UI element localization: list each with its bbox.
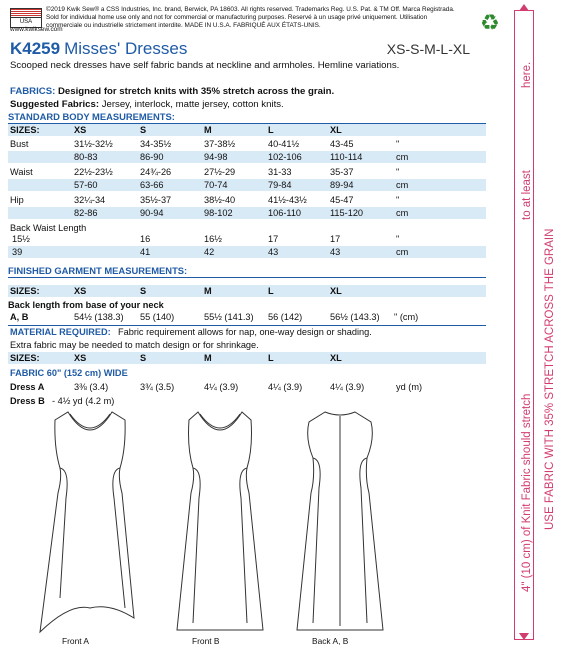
finished-sizes-row: SIZES: XS S M L XL bbox=[8, 285, 486, 297]
front-a-illustration bbox=[30, 408, 150, 636]
finished-title: Back length from base of your neck bbox=[8, 300, 164, 310]
usa-badge: USA bbox=[10, 8, 42, 28]
material-heading: MATERIAL REQUIRED: Fabric requirement allows for nap, one-way design or shading. bbox=[10, 327, 372, 337]
flag-icon bbox=[11, 9, 41, 18]
bust-cm-row: 80-83 86-90 94-98 102-106 110-114 cm bbox=[8, 151, 486, 163]
arrow-up-icon bbox=[519, 4, 529, 11]
gauge-outer-text: USE FABRIC WITH 35% STRETCH ACROSS THE GRAIN bbox=[544, 228, 556, 530]
finished-heading: FINISHED GARMENT MEASUREMENTS: bbox=[8, 265, 188, 276]
material-sizes-row: SIZES: XS S M L XL bbox=[8, 352, 486, 364]
pattern-name: Misses' Dresses bbox=[64, 39, 188, 58]
size-range: XS-S-M-L-XL bbox=[386, 41, 470, 57]
description: Scooped neck dresses have self fabric bands at neckline and armholes. Hemline variations. bbox=[10, 60, 400, 71]
recycle-icon: ♻ bbox=[480, 10, 500, 35]
pattern-number: K4259 bbox=[10, 39, 61, 58]
legal-text: ©2019 Kwik Sew® a CSS Industries, Inc. brand, Berwick, PA 18603. All rights reserved. Trademarks Reg. U.S. Pat. & TM Off. Marca Registrada. Sold for individual home use only and not for commercial or manufacturing purposes. Reservé à un usage privé uniquement. Utilisation commerciale ou industrielle strictement interdite. MADE IN U.S.A. FABRIQUÉ AUX ÉTATS-UNIS. bbox=[46, 6, 455, 29]
sizes-row: SIZES: XS S M L XL bbox=[8, 124, 486, 136]
back-waist-label-row: Back Waist Length bbox=[10, 223, 87, 233]
arrow-down-icon bbox=[519, 633, 529, 640]
dress-b-row: Dress B - 4½ yd (4.2 m) bbox=[10, 396, 115, 406]
hip-row: Hip 32¼-34 35½-37 38½-40 41½-43½ 45-47 " bbox=[10, 195, 400, 205]
stretch-gauge bbox=[508, 4, 560, 650]
gauge-middle-text: to at least bbox=[521, 170, 533, 220]
caption-front-b: Front B bbox=[192, 636, 220, 646]
bust-row: Bust 31½-32½ 34-35½ 37-38½ 40-41½ 43-45 " bbox=[10, 139, 400, 149]
front-b-illustration bbox=[165, 408, 275, 636]
finished-row: A, B 54½ (138.3) 55 (140) 55½ (141.3) 56 (142) 56½ (143.3) " (cm) bbox=[10, 312, 419, 322]
back-ab-illustration bbox=[285, 408, 395, 636]
gauge-bottom-text: 4" (10 cm) of Knit Fabric should stretch bbox=[521, 393, 533, 592]
gauge-top-text: here. bbox=[521, 61, 533, 88]
fabric-width: FABRIC 60" (152 cm) WIDE bbox=[10, 368, 128, 378]
back-waist-cm-row: 39 41 42 43 43 cm bbox=[8, 246, 486, 258]
body-measurements-heading: STANDARD BODY MEASUREMENTS: bbox=[8, 111, 175, 122]
waist-cm-row: 57-60 63-66 70-74 79-84 89-94 cm bbox=[8, 179, 486, 191]
pattern-title bbox=[10, 39, 470, 59]
material-note2: Extra fabric may be needed to match design or for shrinkage. bbox=[10, 340, 259, 350]
back-waist-row: 15½ 16 16½ 17 17 " bbox=[12, 234, 400, 244]
suggested-fabrics: Suggested Fabrics: Jersey, interlock, matte jersey, cotton knits. bbox=[10, 99, 284, 110]
website: www.kwiksew.com bbox=[10, 26, 63, 33]
caption-front-a: Front A bbox=[62, 636, 89, 646]
caption-back-ab: Back A, B bbox=[312, 636, 349, 646]
hip-cm-row: 82-86 90-94 98-102 106-110 115-120 cm bbox=[8, 207, 486, 219]
waist-row: Waist 22½-23½ 24¾-26 27½-29 31-33 35-37 " bbox=[10, 167, 400, 177]
dress-a-row: Dress A 3⅜ (3.4) 3¾ (3.5) 4¼ (3.9) 4¼ (3.9) 4¼ (3.9) yd (m) bbox=[10, 382, 423, 392]
fabrics-line: FABRICS: Designed for stretch knits with 35% stretch across the grain. bbox=[10, 86, 335, 97]
